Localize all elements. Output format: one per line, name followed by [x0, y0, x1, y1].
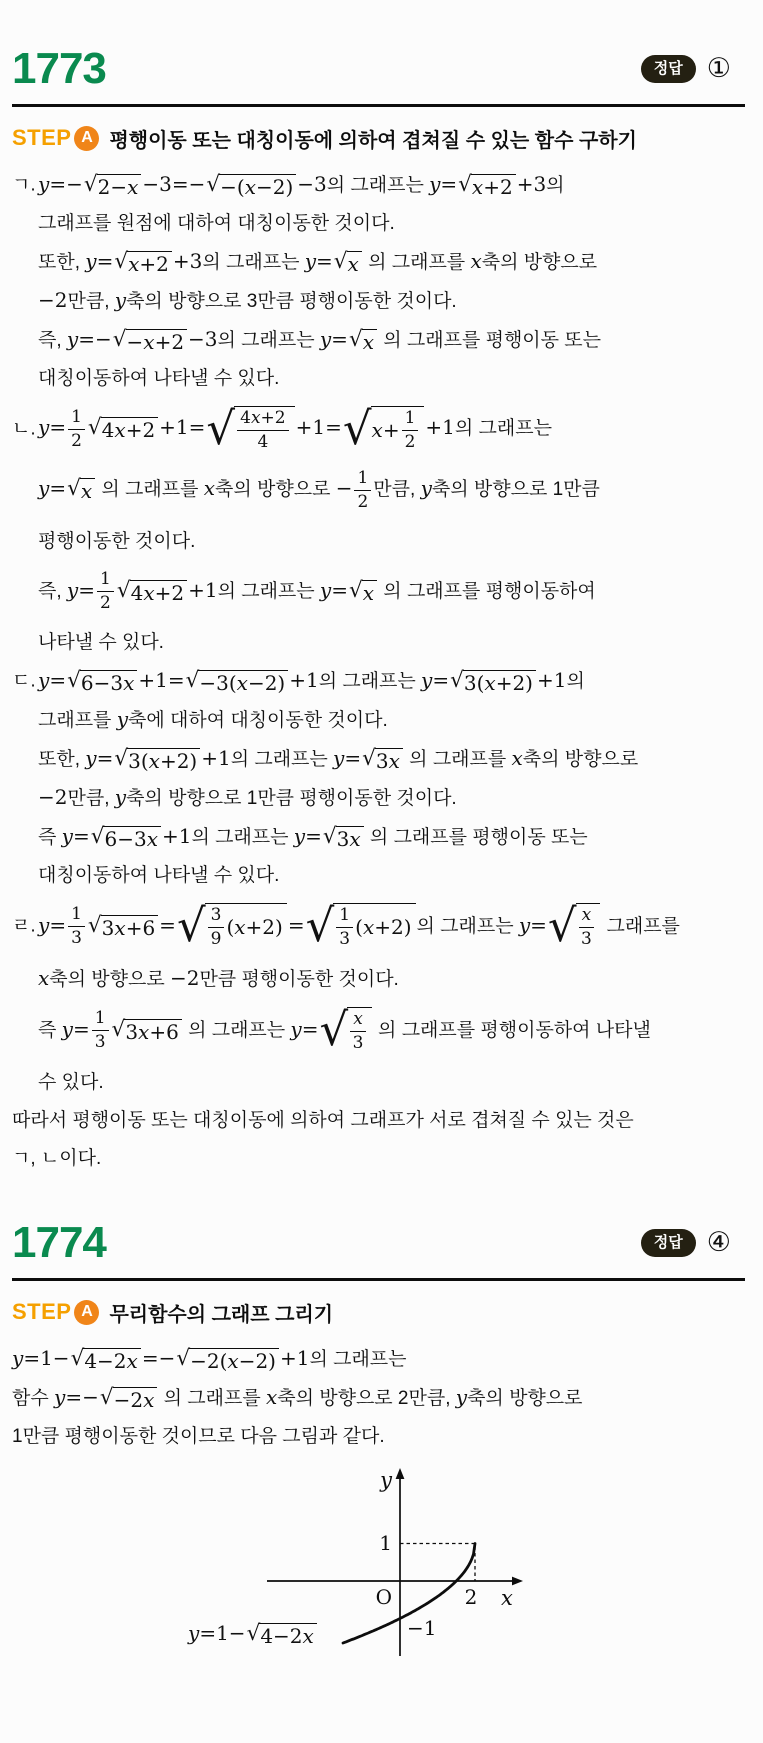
graph-figure — [12, 1464, 745, 1684]
math-expression: 나타낼 수 있다. — [38, 632, 164, 654]
step-header — [12, 1297, 745, 1327]
solution-line — [12, 569, 745, 613]
math-expression: y= √ x 의 그래프를 x축의 방향으로 − $\frac{1}{2}$ 만큼, y축의 방향으로 1만큼 — [38, 468, 600, 512]
y-axis-label: y — [380, 1468, 392, 1493]
step-label: STEP — [12, 125, 72, 150]
curve-equation-label: y=1− √ 4−2x — [188, 1620, 318, 1648]
math-expression: −2만큼, y축의 방향으로 1만큼 평행이동한 것이다. — [38, 785, 457, 810]
answer-area — [641, 1229, 731, 1257]
math-expression: 즉 y= $\frac{1}{3}$ √ 3x+6 의 그래프는 y= √ $\frac{x}{3}$ 의 그래프를 평행이동하여 나타낼 — [38, 1003, 651, 1057]
step-header — [12, 123, 745, 153]
math-expression: 또한, y= √ x+2 +3의 그래프는 y= √ x 의 그래프를 x축의 방향으로 — [38, 249, 598, 276]
item-marker: ㄴ. — [12, 418, 36, 440]
math-expression: ㄱ, ㄴ이다. — [12, 1148, 102, 1170]
problem-1774 — [12, 1218, 745, 1684]
solution-line — [12, 706, 745, 734]
math-expression: y=− √ 2−x −3=− √ −(x−2) −3의 그래프는 y= √ x+2 +3의 — [38, 172, 565, 199]
item-marker: ㄹ. — [12, 915, 36, 937]
x-axis-arrow-icon — [512, 1577, 523, 1586]
solution-line — [12, 1423, 745, 1450]
math-expression: y= $\frac{1}{3}$ √ 3x+6 = √ $\frac{3}{9}$ ( x +2) = √ $\frac{1}{3}$ ( x +2) 의 그래프는 y= √ $\frac{x}{3}$ 그래프를 — [38, 899, 680, 953]
solution-line — [12, 784, 745, 812]
solution-line — [12, 899, 745, 953]
solution-line — [12, 1107, 745, 1134]
problem-number: 1773 — [12, 44, 106, 93]
solution-line — [12, 528, 745, 555]
answer-choice-number: ④ — [706, 1227, 731, 1259]
solution-line — [12, 468, 745, 512]
math-expression: 수 있다. — [38, 1072, 104, 1094]
solution-body — [12, 1345, 745, 1450]
math-expression: 그래프를 원점에 대하여 대칭이동한 것이다. — [38, 213, 395, 234]
y-neg-tick-label: −1 — [407, 1616, 437, 1641]
solution-line — [12, 402, 745, 455]
solution-line — [12, 326, 745, 354]
solution-line — [12, 1384, 745, 1412]
step-label: STEP — [12, 1299, 72, 1325]
math-expression: 즉, y= $\frac{1}{2}$ √ 4x+2 +1의 그래프는 y= √ x 의 그래프를 평행이동하여 — [38, 569, 596, 613]
problem-number: 1774 — [12, 1218, 106, 1268]
step-a-badge: A — [74, 126, 99, 151]
answer-badge: 정답 — [641, 55, 696, 83]
solution-line — [12, 745, 745, 773]
math-expression: 따라서 평행이동 또는 대칭이동에 의하여 그래프가 서로 겹쳐질 수 있는 것은 — [12, 1110, 634, 1132]
math-expression: 1만큼 평행이동한 것이므로 다음 그림과 같다. — [12, 1426, 385, 1448]
math-expression: y= $\frac{1}{2}$ √ 4x+2 +1= √ $\frac{4x+2}{4}$ +1= √ x + $\frac{1}{2}$ +1의 그래프는 — [38, 402, 552, 455]
answer-choice-number: ① — [706, 53, 731, 84]
math-expression: 대칭이동하여 나타낼 수 있다. — [38, 865, 280, 887]
item-marker: ㄷ. — [12, 670, 36, 692]
step-title: 무리함수의 그래프 그리기 — [109, 1303, 334, 1326]
solution-line — [12, 1345, 745, 1373]
item-marker: ㄱ. — [12, 174, 36, 196]
answer-badge: 정답 — [641, 1229, 696, 1257]
solution-line — [12, 1003, 745, 1057]
solution-body — [12, 171, 745, 1172]
divider-rule — [12, 104, 745, 107]
dashed-guides — [400, 1544, 475, 1582]
math-expression: x축의 방향으로 −2만큼 평행이동한 것이다. — [38, 966, 399, 991]
problem-header — [12, 1218, 745, 1268]
math-expression: 또한, y= √ 3(x+2) +1의 그래프는 y= √ 3x 의 그래프를 x축의 방향으로 — [38, 746, 639, 774]
x-axis-label: x — [501, 1586, 513, 1611]
math-expression: 즉 y= √ 6−3x +1의 그래프는 y= √ 3x 의 그래프를 평행이동 또는 — [38, 824, 588, 852]
x-tick-label: 2 — [464, 1585, 478, 1610]
solution-line — [12, 171, 745, 199]
math-expression: 함수 y=− √ −2x 의 그래프를 x축의 방향으로 2만큼, y축의 방향으로 — [12, 1385, 583, 1413]
solution-line — [12, 629, 745, 656]
solution-line — [12, 365, 745, 392]
problem-1773 — [12, 44, 745, 1172]
solution-line — [12, 287, 745, 315]
solution-line — [12, 667, 745, 695]
math-expression: 그래프를 y축에 대하여 대칭이동한 것이다. — [38, 707, 388, 732]
problem-header — [12, 44, 745, 94]
step-title: 평행이동 또는 대칭이동에 의하여 겹쳐질 수 있는 함수 구하기 — [109, 129, 637, 152]
solution-line — [12, 1069, 745, 1096]
math-expression: y= √ 6−3x +1= √ −3(x−2) +1의 그래프는 y= √ 3(x+2) +1의 — [38, 668, 585, 696]
math-expression: 대칭이동하여 나타낼 수 있다. — [38, 368, 280, 389]
math-expression: y=1− √ 4−2x =− √ −2(x−2) +1의 그래프는 — [12, 1346, 407, 1374]
divider-rule — [12, 1278, 745, 1281]
y-tick-label: 1 — [379, 1531, 392, 1556]
math-expression: 평행이동한 것이다. — [38, 531, 196, 553]
y-axis-arrow-icon — [396, 1468, 405, 1479]
math-expression: −2만큼, y축의 방향으로 3만큼 평행이동한 것이다. — [38, 288, 457, 312]
origin-label: O — [375, 1585, 392, 1610]
solution-line — [12, 965, 745, 993]
solution-line — [12, 248, 745, 276]
solution-line — [12, 823, 745, 851]
step-a-badge: A — [74, 1300, 99, 1325]
solution-line — [12, 862, 745, 889]
solution-line — [12, 1145, 745, 1172]
solution-line — [12, 210, 745, 237]
math-expression: 즉, y=− √ −x+2 −3의 그래프는 y= √ x 의 그래프를 평행이동 또는 — [38, 327, 601, 354]
answer-area — [641, 55, 731, 83]
